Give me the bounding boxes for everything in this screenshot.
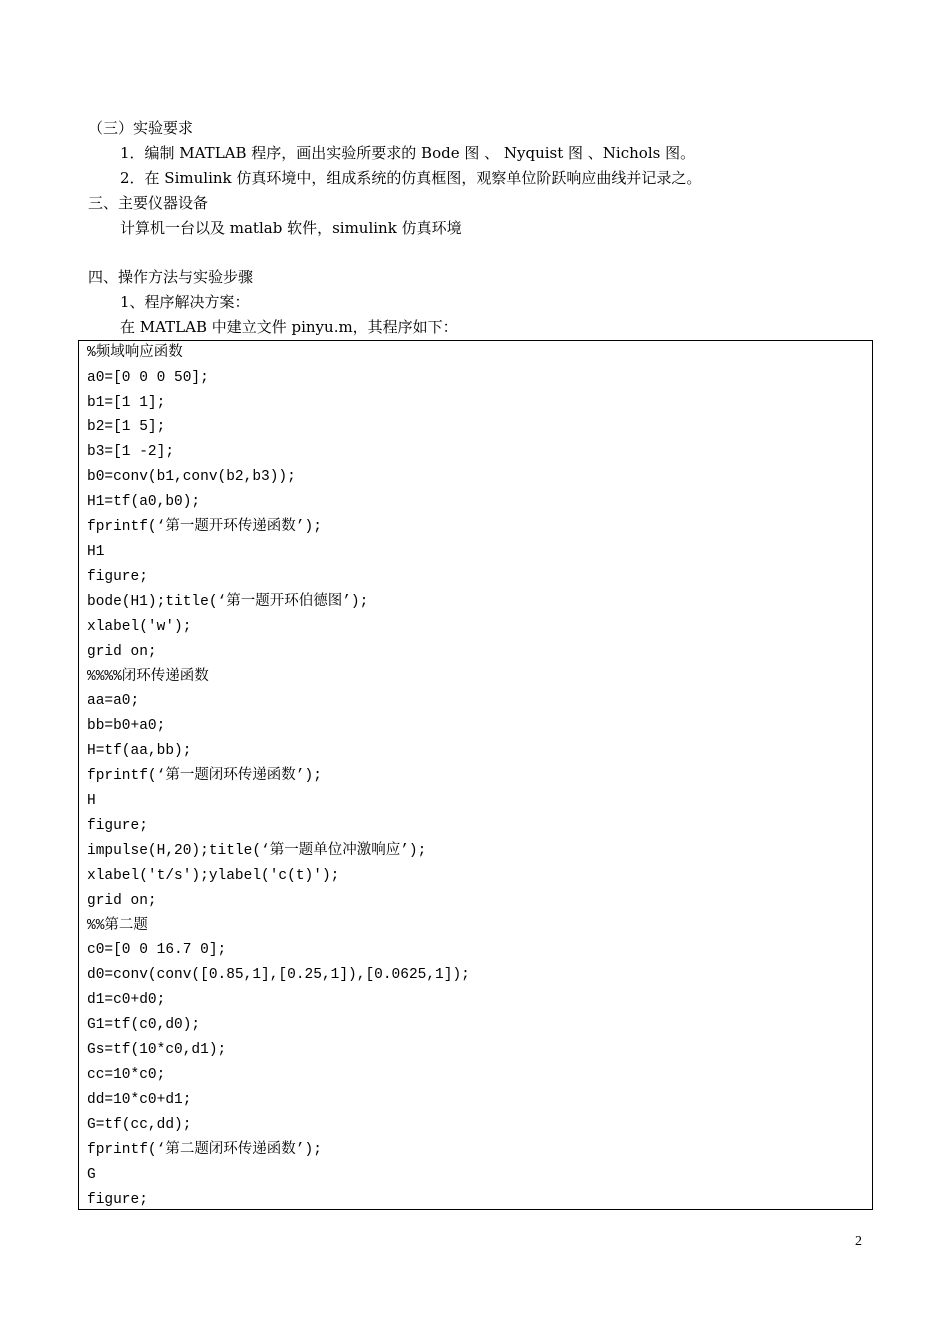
code-line: b2=[1 5]; xyxy=(87,419,166,435)
code-line: b1=[1 1]; xyxy=(87,395,166,411)
code-listing xyxy=(78,340,873,1210)
code-line: cc=10*c0; xyxy=(87,1067,166,1083)
code-line: bb=b0+a0; xyxy=(87,718,166,734)
code-line: xlabel('t/s');ylabel('c(t)'); xyxy=(87,868,340,884)
requirement-item-2: 2．在 Simulink 仿真环境中，组成系统的仿真框图，观察单位阶跃响应曲线并记录之。 xyxy=(120,169,702,187)
code-line: %%%%闭环传递函数 xyxy=(87,669,209,685)
code-line: figure; xyxy=(87,818,148,834)
section-steps-title: 四、操作方法与实验步骤 xyxy=(88,268,254,286)
code-line: G=tf(cc,dd); xyxy=(87,1117,192,1133)
code-line: H=tf(aa,bb); xyxy=(87,743,192,759)
section-equipment-title: 三、主要仪器设备 xyxy=(88,194,209,212)
code-line: G xyxy=(87,1167,96,1183)
code-line: b0=conv(b1,conv(b2,b3)); xyxy=(87,469,296,485)
code-line: impulse(H,20);title(‘第一题单位冲激响应’); xyxy=(87,843,427,859)
code-line: %%第二题 xyxy=(87,918,148,934)
code-line: Gs=tf(10*c0,d1); xyxy=(87,1042,227,1058)
code-line: b3=[1 -2]; xyxy=(87,444,175,460)
code-line: G1=tf(c0,d0); xyxy=(87,1017,201,1033)
code-line: xlabel('w'); xyxy=(87,619,192,635)
requirement-item-1: 1．编制 MATLAB 程序，画出实验所要求的 Bode 图 、 Nyquist 图 、Nichols 图。 xyxy=(120,144,696,162)
section-requirements-title: （三）实验要求 xyxy=(88,119,194,137)
code-line: %频域响应函数 xyxy=(87,345,183,361)
code-line: H1 xyxy=(87,544,105,560)
code-line: fprintf(‘第一题闭环传递函数’); xyxy=(87,768,322,784)
code-line: aa=a0; xyxy=(87,693,140,709)
code-line: c0=[0 0 16.7 0]; xyxy=(87,942,227,958)
code-line: d1=c0+d0; xyxy=(87,992,166,1008)
steps-subtitle: 1、程序解决方案： xyxy=(120,293,250,311)
code-line: H xyxy=(87,793,96,809)
code-line: fprintf(‘第一题开环传递函数’); xyxy=(87,519,322,535)
steps-intro: 在 MATLAB 中建立文件 pinyu.m，其程序如下： xyxy=(120,318,458,336)
code-line: a0=[0 0 0 50]; xyxy=(87,370,209,386)
code-line: bode(H1);title(‘第一题开环伯德图’); xyxy=(87,594,369,610)
code-line: grid on; xyxy=(87,644,157,660)
code-line: H1=tf(a0,b0); xyxy=(87,494,201,510)
code-line: d0=conv(conv([0.85,1],[0.25,1]),[0.0625,1]); xyxy=(87,967,470,983)
code-line: figure; xyxy=(87,569,148,585)
code-line: dd=10*c0+d1; xyxy=(87,1092,192,1108)
equipment-text: 计算机一台以及 matlab 软件，simulink 仿真环境 xyxy=(120,219,462,237)
page-number: 2 xyxy=(855,1234,862,1249)
code-line: grid on; xyxy=(87,893,157,909)
code-line: fprintf(‘第二题闭环传递函数’); xyxy=(87,1142,322,1158)
code-line: figure; xyxy=(87,1192,148,1208)
